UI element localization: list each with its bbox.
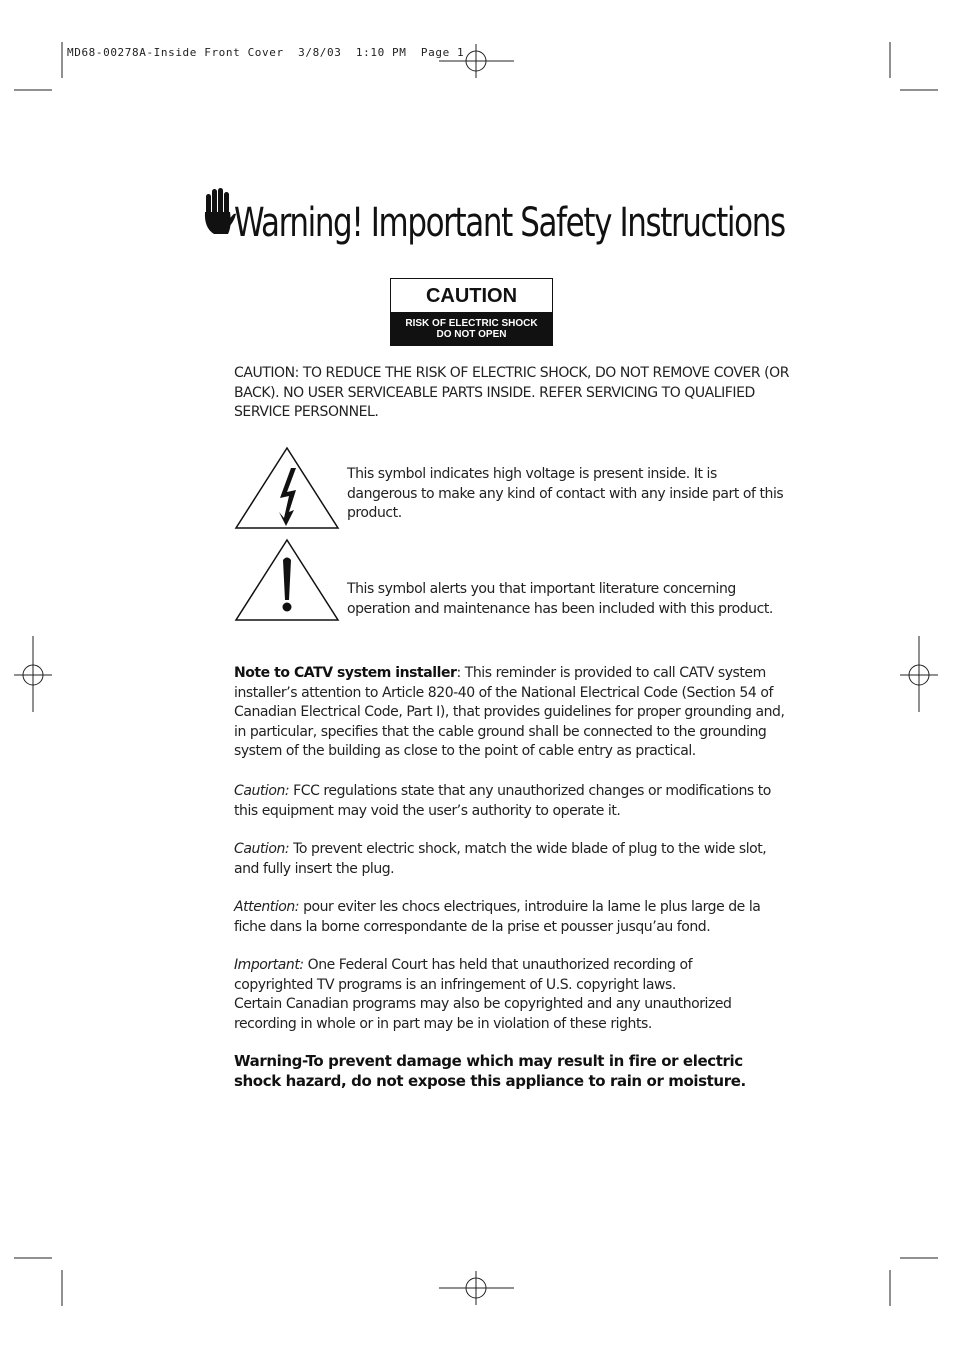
- fcc-body: FCC regulations state that any unauthorized changes or modifications to this equipment may void the user’s authority to operate it.: [234, 783, 771, 819]
- important-line-3: Certain Canadian programs may also be copyrighted and any unauthorized recording in whole or in part may be in violation of these rights.: [234, 996, 732, 1032]
- attention-body: pour eviter les chocs electriques, introduire la lame le plus large de la fiche dans la borne correspondante de la prise et pousser jusqu’au fond.: [234, 899, 761, 935]
- exclamation-triangle-icon: [234, 538, 340, 622]
- title-block: [200, 186, 800, 266]
- important-line-1: Important: One Federal Court has held that unauthorized recording of: [234, 957, 693, 973]
- caution-line-1: RISK OF ELECTRIC SHOCK: [405, 318, 538, 329]
- important-label: Important:: [234, 957, 304, 973]
- caution-line-2: DO NOT OPEN: [436, 329, 507, 340]
- attention-note: [234, 898, 794, 937]
- catv-body: : This reminder is provided to call CATV system installer’s attention to Article 820-40 of the National Electrical Code (Section 54 of Canadian Electrical Code, Part I), that provides guidelines for proper grounding and, in particular, specifies that the cable ground shall be connected to the grounding system of the building as close to the point of cable entry as practical.: [234, 665, 785, 759]
- caution-text: CAUTION: TO REDUCE THE RISK OF ELECTRIC SHOCK, DO NOT REMOVE COVER (OR BACK). NO USER SERVICEABLE PARTS INSIDE. REFER SERVICING TO QUALIFIED SERVICE PERSONNEL.: [234, 365, 789, 420]
- plug-caution: [234, 840, 794, 879]
- catv-label: Note to CATV system installer: [234, 665, 457, 681]
- warning-text: Warning-To prevent damage which may result in fire or electric shock hazard, do not expose this appliance to rain or moisture.: [234, 1052, 746, 1090]
- attention-label: Attention:: [234, 899, 300, 915]
- fcc-label: Caution:: [234, 783, 290, 799]
- lightning-triangle-icon: [234, 446, 340, 530]
- fcc-caution: [234, 782, 794, 821]
- plug-label: Caution:: [234, 841, 290, 857]
- symbol-2-text: This symbol alerts you that important literature concerning operation and maintenance has been included with this product.: [347, 581, 773, 617]
- printer-slug: MD68-00278A-Inside Front Cover 3/8/03 1:10 PM Page 1: [67, 46, 465, 59]
- caution-subtext: [391, 312, 552, 345]
- symbol-1-text: This symbol indicates high voltage is present inside. It is dangerous to make any kind of contact with any inside part of this product.: [347, 466, 784, 521]
- important-note: [234, 956, 794, 1034]
- catv-note: [234, 664, 794, 762]
- page-title: Warning! Important Safety Instructions: [234, 200, 785, 246]
- caution-heading: CAUTION: [425, 284, 518, 307]
- important-line-2: copyrighted TV programs is an infringement of U.S. copyright laws.: [234, 976, 676, 993]
- plug-body: To prevent electric shock, match the wide blade of plug to the wide slot, and fully insert the plug.: [234, 841, 767, 877]
- caution-label: [390, 278, 553, 346]
- hand-stop-icon: [200, 186, 236, 242]
